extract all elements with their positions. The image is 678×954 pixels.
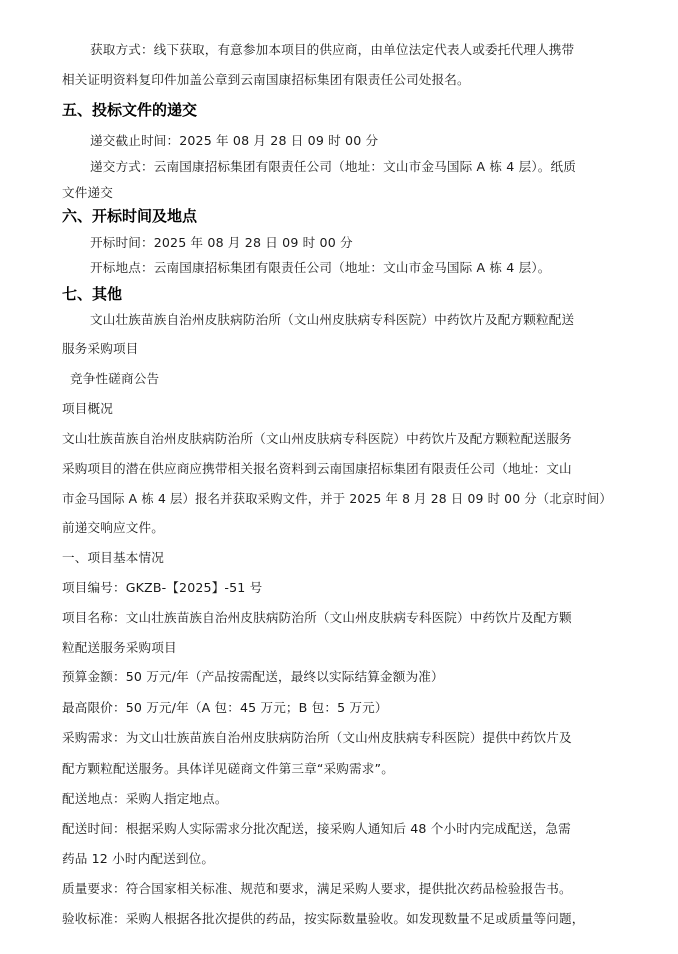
text-line: 项目编号：GKZB-【2025】-51 号 bbox=[62, 580, 263, 595]
text-line: 预算金额：50 万元/年（产品按需配送，最终以实际结算金额为准） bbox=[62, 669, 444, 684]
text-line: 开标时间：2025 年 08 月 28 日 09 时 00 分 bbox=[90, 235, 353, 250]
text-line: 粒配送服务采购项目 bbox=[62, 640, 177, 655]
text-line: 服务采购项目 bbox=[62, 341, 139, 356]
text-line: 开标地点：云南国康招标集团有限责任公司（地址：文山市金马国际 A 栋 4 层）。 bbox=[90, 260, 551, 275]
text-line: 一、项目基本情况 bbox=[62, 550, 164, 565]
text-line: 配送地点：采购人指定地点。 bbox=[62, 791, 228, 806]
text-line: 配方颗粒配送服务。具体详见磋商文件第三章“采购需求”。 bbox=[62, 761, 394, 776]
text-line: 采购项目的潜在供应商应携带相关报名资料到云南国康招标集团有限责任公司（地址：文山 bbox=[62, 461, 572, 476]
text-line: 递交方式：云南国康招标集团有限责任公司（地址：文山市金马国际 A 栋 4 层）。纸质 bbox=[90, 159, 577, 174]
text-line: 采购需求：为文山壮族苗族自治州皮肤病防治所（文山州皮肤病专科医院）提供中药饮片及 bbox=[62, 730, 572, 745]
text-line: 市金马国际 A 栋 4 层）报名并获取采购文件，并于 2025 年 8 月 28 日 09 时 00 分（北京时间） bbox=[62, 491, 612, 506]
section-heading: 六、开标时间及地点 bbox=[62, 207, 198, 225]
text-line: 项目概况 bbox=[62, 401, 113, 416]
text-line: 文山壮族苗族自治州皮肤病防治所（文山州皮肤病专科医院）中药饮片及配方颗粒配送服务 bbox=[62, 431, 572, 446]
text-line: 药品 12 小时内配送到位。 bbox=[62, 851, 215, 866]
text-line: 递交截止时间：2025 年 08 月 28 日 09 时 00 分 bbox=[90, 133, 379, 148]
text-line: 相关证明资料复印件加盖公章到云南国康招标集团有限责任公司处报名。 bbox=[62, 72, 470, 87]
text-line: 文山壮族苗族自治州皮肤病防治所（文山州皮肤病专科医院）中药饮片及配方颗粒配送 bbox=[90, 312, 575, 327]
text-line: 文件递交 bbox=[62, 185, 113, 200]
text-line: 项目名称：文山壮族苗族自治州皮肤病防治所（文山州皮肤病专科医院）中药饮片及配方颗 bbox=[62, 610, 572, 625]
text-line: 前递交响应文件。 bbox=[62, 520, 164, 535]
text-line: 最高限价：50 万元/年（A 包：45 万元；B 包：5 万元） bbox=[62, 700, 388, 715]
text-line: 竞争性磋商公告 bbox=[70, 371, 160, 386]
text-line: 质量要求：符合国家相关标准、规范和要求，满足采购人要求，提供批次药品检验报告书。 bbox=[62, 881, 572, 896]
text-line: 验收标准：采购人根据各批次提供的药品，按实际数量验收。如发现数量不足或质量等问题， bbox=[62, 911, 585, 926]
section-heading: 五、投标文件的递交 bbox=[62, 101, 198, 119]
text-line: 配送时间：根据采购人实际需求分批次配送，接采购人通知后 48 个小时内完成配送，急需 bbox=[62, 821, 571, 836]
text-line: 获取方式：线下获取，有意参加本项目的供应商，由单位法定代表人或委托代理人携带 bbox=[90, 42, 575, 57]
section-heading: 七、其他 bbox=[62, 285, 123, 303]
